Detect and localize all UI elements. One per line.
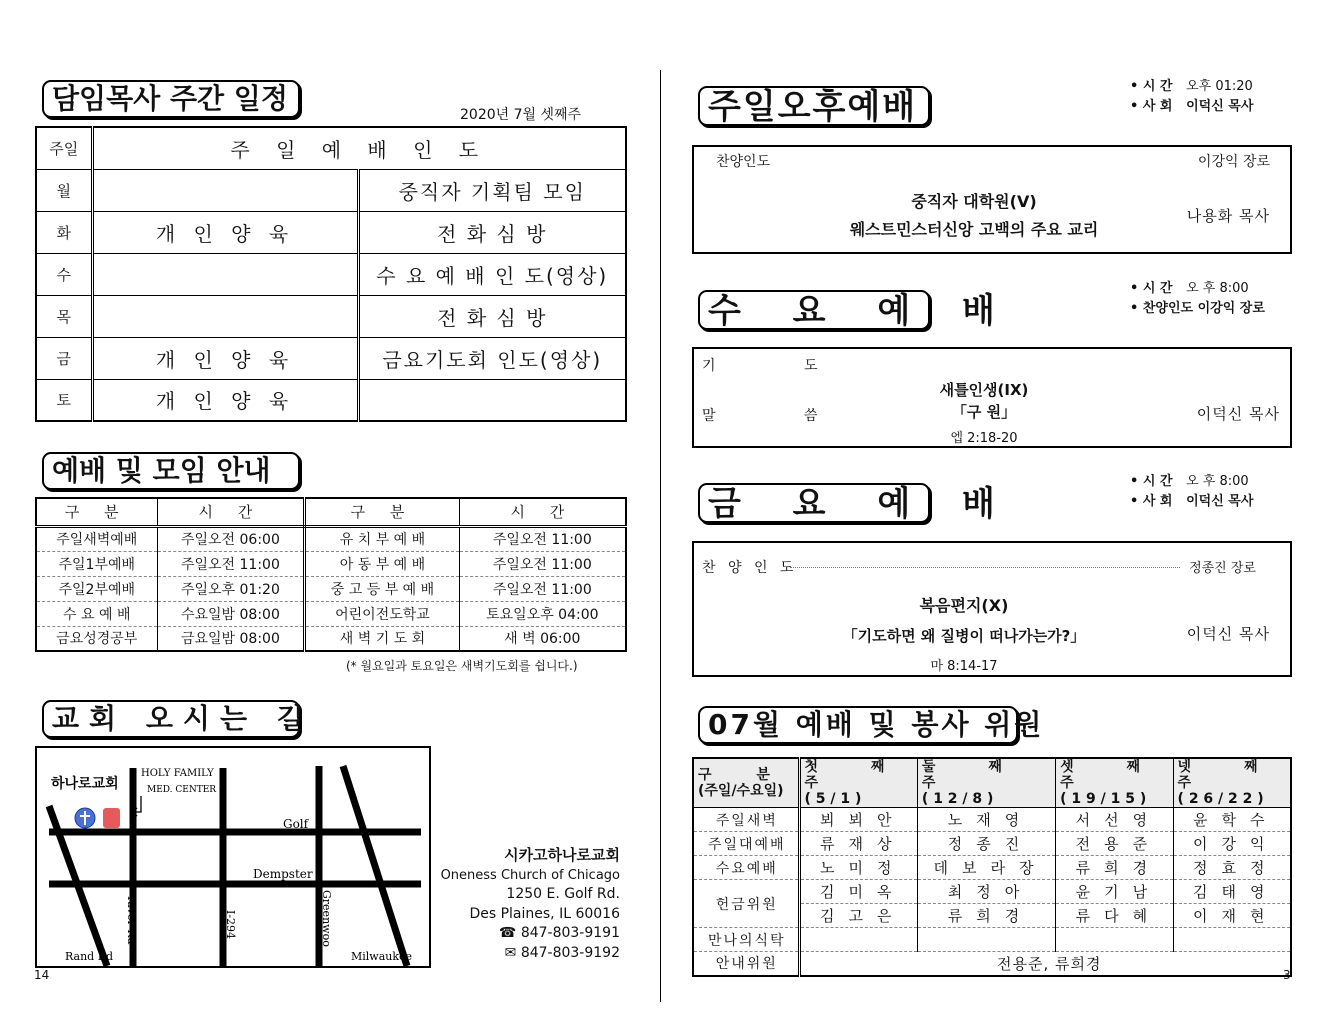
duty-row (693, 880, 1291, 904)
map-label-rand-rd: Rand Rd (65, 950, 114, 963)
duty-cell: 전용준, 류희경 (799, 952, 1291, 976)
services-note: (* 월요일과 토요일은 새벽기도회를 쉽니다.) (346, 659, 578, 673)
schedule-day: 월 (36, 169, 92, 211)
duty-cell: 전용준 (1056, 832, 1173, 856)
milwaukee-road (343, 766, 407, 966)
services-cell: 주일오전 11:00 (459, 576, 626, 601)
services-header: 시 간 (459, 498, 626, 526)
sunday-pm-title: 주일오후예배 (698, 86, 930, 126)
sunday-sermon-title: 중직자 대학원(V) (911, 192, 1037, 211)
schedule-entry-left (92, 253, 358, 295)
services-cell: 아 동 부 예 배 (305, 551, 459, 576)
duty-row-label: 안내위원 (693, 952, 799, 976)
duty-cell: 데보라장 (917, 856, 1055, 880)
duty-row (693, 928, 1291, 952)
services-cell: 금요성경공부 (36, 626, 157, 651)
friday-leader-line (790, 567, 1180, 568)
wednesday-word-label: 말 씀 (702, 408, 860, 424)
schedule-entry-right: 전 화 심 방 (358, 295, 626, 337)
schedule-day: 주일 (36, 127, 92, 169)
services-header: 구 분 (305, 498, 459, 526)
services-cell: 주일오후 01:20 (157, 576, 305, 601)
page-number-right: 3 (1283, 968, 1291, 982)
duty-header-label: 구 분 (698, 767, 790, 783)
schedule-row (36, 169, 626, 211)
duty-row (693, 856, 1291, 880)
schedule-title: 담임목사 주간 일정 (42, 80, 300, 118)
wednesday-preacher: 이덕신 목사 (1196, 405, 1280, 423)
weekly-schedule-table (35, 126, 627, 422)
duty-cell: 김미옥 (799, 880, 917, 904)
services-cell: 주일2부예배 (36, 576, 157, 601)
schedule-entry-right: 금요기도회 인도(영상) (358, 337, 626, 379)
schedule-row (36, 295, 626, 337)
fax-number: 847-803-9192 (520, 944, 620, 961)
duty-row-label: 만나의식탁 (693, 928, 799, 952)
friday-box (692, 541, 1292, 677)
wednesday-box (692, 347, 1292, 448)
schedule-entry-left: 개 인 양 육 (92, 337, 358, 379)
map-label-dempster: Dempster (253, 867, 313, 881)
duty-cell: 류희경 (1056, 856, 1173, 880)
phone-number: 847-803-9191 (520, 925, 620, 941)
duty-cell: 뵈뵈안 (799, 808, 917, 832)
services-row (36, 601, 626, 626)
duty-cell: 이강익 (1173, 832, 1291, 856)
duty-row-label: 헌금위원 (693, 880, 799, 928)
map-label-greenwood: Greenwoo (320, 890, 333, 947)
duty-cell: 류다혜 (1056, 904, 1173, 928)
duty-cell: 윤기남 (1056, 880, 1173, 904)
schedule-row (36, 337, 626, 379)
services-cell: 새 벽 기 도 회 (305, 626, 459, 651)
schedule-entry-right: 수 요 예 배 인 도(영상) (358, 253, 626, 295)
duty-cell (1056, 928, 1173, 952)
wednesday-title: 수 요 예 배 (698, 290, 930, 330)
church-name-en: Oneness Church of Chicago (440, 867, 620, 883)
services-cell: 주일1부예배 (36, 551, 157, 576)
duty-header-label: 넷 째 주 (1177, 759, 1282, 791)
schedule-day: 목 (36, 295, 92, 337)
map-label-church: 하나로교회 (51, 776, 119, 792)
schedule-entry-left: 개 인 양 육 (92, 379, 358, 421)
duty-cell: 김태영 (1173, 880, 1291, 904)
duty-header (799, 758, 917, 808)
duty-cell: 윤학수 (1173, 808, 1291, 832)
schedule-entry-left (92, 169, 358, 211)
church-address-block (440, 846, 620, 963)
schedule-day: 수 (36, 253, 92, 295)
duty-header-date: ( 1 2 / 8 ) (921, 791, 994, 807)
services-cell: 어린이전도학교 (305, 601, 459, 626)
friday-preacher: 이덕신 목사 (1186, 625, 1270, 643)
schedule-row (36, 127, 626, 169)
friday-scripture: 마 8:14-17 (930, 659, 998, 674)
services-cell: 중 고 등 부 예 배 (305, 576, 459, 601)
duty-cell: 정효정 (1173, 856, 1291, 880)
duty-row-label: 주일새벽 (693, 808, 799, 832)
services-cell: 주일오전 06:00 (157, 526, 305, 551)
sunday-preacher: 나용화 목사 (1186, 207, 1270, 225)
duty-header-date: ( 2 6 / 2 2 ) (1177, 791, 1264, 807)
services-row (36, 576, 626, 601)
duty-title: 07월 예배 및 봉사 위원 (698, 706, 1018, 744)
wednesday-scripture: 엡 2:18-20 (950, 431, 1018, 446)
services-row (36, 526, 626, 551)
services-header: 시 간 (157, 498, 305, 526)
sunday-sermon-subtitle: 웨스트민스터신앙 고백의 주요 교리 (849, 220, 1099, 239)
map-label-milwaukee: Milwaukee (351, 950, 413, 963)
services-title: 예배 및 모임 안내 (42, 452, 300, 490)
services-cell: 수 요 예 배 (36, 601, 157, 626)
services-row (36, 626, 626, 651)
friday-meta: • 시 간 오 후 8:00 • 사 회 이덕신 목사 (1130, 474, 1254, 509)
schedule-day: 금 (36, 337, 92, 379)
map-drawing (37, 748, 429, 966)
hospital-marker (103, 808, 120, 828)
duty-header (1056, 758, 1173, 808)
schedule-entry-left (92, 295, 358, 337)
duty-cell: 류희경 (917, 904, 1055, 928)
duty-header (1173, 758, 1291, 808)
duty-header-date: (주일/수요일) (698, 783, 784, 799)
services-cell: 주일오전 11:00 (459, 526, 626, 551)
services-header: 구 분 (36, 498, 157, 526)
sunday-pm-box (692, 145, 1292, 254)
duty-row (693, 952, 1291, 976)
duty-roster-table (692, 757, 1292, 977)
duty-row (693, 808, 1291, 832)
duty-header (917, 758, 1055, 808)
schedule-date: 2020년 7월 셋째주 (460, 107, 582, 123)
duty-cell: 김고은 (799, 904, 917, 928)
map-label-med-center: MED. CENTER (147, 785, 217, 795)
friday-title: 금 요 예 배 (698, 483, 930, 523)
friday-sermon-subtitle: 「기도하면 왜 질병이 떠나가는가?」 (842, 627, 1086, 645)
duty-row-label: 주일대예배 (693, 832, 799, 856)
sunday-pm-meta: • 시 간 오후 01:20 • 사 회 이덕신 목사 (1130, 79, 1254, 114)
fax-icon: ✉ (504, 944, 521, 961)
schedule-row (36, 253, 626, 295)
wednesday-sermon-title: 새틀인생(IX) (939, 381, 1029, 399)
duty-header (693, 758, 799, 808)
duty-cell: 이재현 (1173, 904, 1291, 928)
duty-cell (799, 928, 917, 952)
duty-header-date: ( 1 9 / 1 5 ) (1060, 791, 1147, 807)
services-cell: 수요일밤 08:00 (157, 601, 305, 626)
duty-header-date: ( 5 / 1 ) (804, 791, 862, 807)
services-cell: 금요일밤 08:00 (157, 626, 305, 651)
phone-icon: ☎ (498, 925, 521, 941)
friday-praise-label: 찬 양 인 도 (702, 560, 798, 576)
duty-row (693, 832, 1291, 856)
duty-header-label: 둘 째 주 (921, 759, 1026, 791)
directions-title: 교회 오시는 길 (42, 700, 300, 738)
schedule-day: 토 (36, 379, 92, 421)
map-label-golf: Golf (283, 817, 309, 831)
schedule-entry-left: 개 인 양 육 (92, 211, 358, 253)
duty-row-label: 수요예배 (693, 856, 799, 880)
duty-header-label: 첫 째 주 (804, 759, 909, 791)
duty-cell: 정종진 (917, 832, 1055, 856)
services-cell: 유 치 부 예 배 (305, 526, 459, 551)
schedule-row (36, 379, 626, 421)
schedule-entry-right: 전 화 심 방 (358, 211, 626, 253)
services-cell: 새 벽 06:00 (459, 626, 626, 651)
schedule-entry-right (358, 379, 626, 421)
address-line-2: Des Plaines, IL 60016 (469, 905, 620, 922)
duty-cell (1173, 928, 1291, 952)
duty-header-label: 셋 째 주 (1060, 759, 1165, 791)
friday-sermon-title: 복음편지(X) (919, 596, 1009, 615)
duty-cell: 노재영 (917, 808, 1055, 832)
sunday-praise-leader: 이강익 장로 (1197, 154, 1270, 170)
services-header-row (36, 498, 626, 526)
friday-praise-leader: 정종진 장로 (1189, 561, 1256, 576)
schedule-entry-right: 중직자 기획팀 모임 (358, 169, 626, 211)
address-line-1: 1250 E. Golf Rd. (506, 886, 620, 902)
church-name-ko: 시카고하나로교회 (504, 846, 620, 864)
duty-cell (917, 928, 1055, 952)
map-label-holy-family: HOLY FAMILY (141, 768, 214, 779)
duty-header-row (693, 758, 1291, 808)
page-number-left: 14 (34, 968, 50, 982)
schedule-row (36, 211, 626, 253)
services-table (35, 497, 627, 652)
church-map (35, 746, 431, 968)
services-row (36, 551, 626, 576)
duty-cell: 노미정 (799, 856, 917, 880)
wednesday-sermon-subtitle: 「구 원」 (951, 403, 1017, 421)
services-cell: 주일오전 11:00 (157, 551, 305, 576)
wednesday-prayer-label: 기 도 (702, 358, 860, 374)
schedule-day: 화 (36, 211, 92, 253)
duty-cell: 최정아 (917, 880, 1055, 904)
services-cell: 토요일오후 04:00 (459, 601, 626, 626)
map-label-river-rd: River Rd (125, 896, 138, 945)
wednesday-meta: • 시 간 오 후 8:00 • 찬양인도 이강익 장로 (1130, 281, 1265, 316)
duty-cell: 서선영 (1056, 808, 1173, 832)
schedule-entry: 주 일 예 배 인 도 (92, 127, 626, 169)
duty-cell: 류재상 (799, 832, 917, 856)
page-divider (660, 70, 661, 1002)
services-cell: 주일새벽예배 (36, 526, 157, 551)
map-label-i294: I-294 (224, 910, 237, 940)
services-cell: 주일오전 11:00 (459, 551, 626, 576)
sunday-praise-label: 찬양인도 (716, 154, 771, 170)
